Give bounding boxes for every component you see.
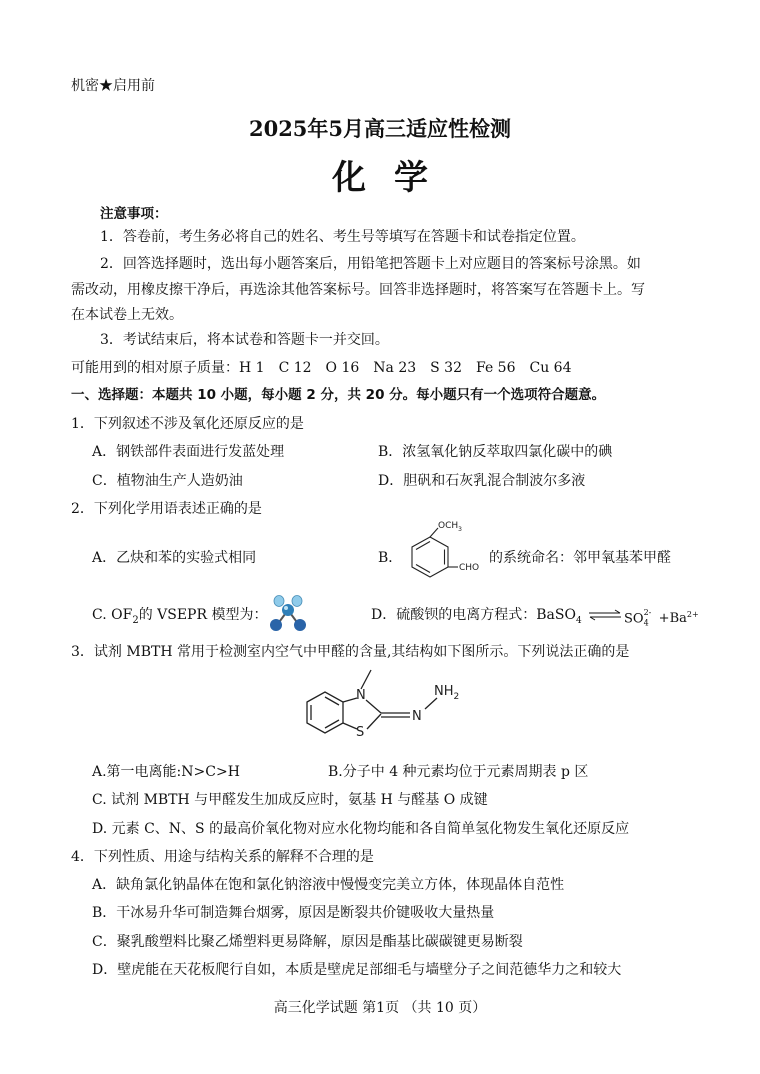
notes-heading: 注意事项： (100, 206, 168, 222)
q1-stem: 1．下列叙述不涉及氧化还原反应的是 (71, 416, 304, 432)
q2-option-d: D．硫酸钡的电离方程式：BaSO$_4$ (371, 607, 582, 626)
q3-option-c: C. 试剂 MBTH 与甲醛发生加成反应时，氨基 H 与醛基 O 成键 (92, 792, 488, 808)
subject-title: 化学 (332, 158, 456, 198)
q3-option-b: B.分子中 4 种元素均位于元素周期表 p 区 (328, 764, 589, 780)
q1-option-b: B．浓氢氧化钠反萃取四氯化碳中的碘 (378, 444, 613, 460)
q1-option-a: A．钢铁部件表面进行发蓝处理 (92, 444, 285, 460)
page-footer: 高三化学试题 第1页 （共 10 页） (273, 1000, 487, 1016)
vsepr-model-icon (268, 594, 308, 634)
methoxybenzaldehyde-structure (400, 520, 490, 585)
q2-option-a: A．乙炔和苯的实验式相同 (92, 550, 257, 566)
q2-stem: 2．下列化学用语表述正确的是 (71, 501, 262, 517)
q3-option-a: A.第一电离能:N>C>H (92, 764, 240, 780)
q4-stem: 4．下列性质、用途与结构关系的解释不合理的是 (71, 849, 374, 865)
mbth-structure (295, 665, 470, 760)
exam-title: 2025年5月高三适应性检测 (248, 116, 512, 141)
equilibrium-arrow (587, 609, 623, 621)
q3-stem: 3．试剂 MBTH 常用于检测室内空气中甲醛的含量,其结构如下图所示。下列说法正确的是 (71, 644, 630, 660)
notes-item-2-line-2: 需改动，用橡皮擦干净后，再选涂其他答案标号。回答非选择题时，将答案写在答题卡上。写 (71, 282, 645, 298)
q1-option-c: C．植物油生产人造奶油 (92, 473, 243, 489)
cho-label: CHO (459, 563, 480, 573)
q2-option-b-suffix: 的系统命名：邻甲氧基苯甲醛 (489, 550, 671, 566)
q3-option-d: D. 元素 C、N、S 的最高价氧化物对应水化物均能和各自简单氢化物发生氧化还原反应 (92, 821, 630, 837)
notes-item-2-line-1: 2．回答选择题时，选出每小题答案后，用铅笔把答题卡上对应题目的答案标号涂黑。如 (100, 256, 641, 272)
notes-item-3: 3．考试结束后，将本试卷和答题卡一并交回。 (100, 332, 389, 348)
q2-option-d-products: SO 2- $_4 +Ba^{2+}$ (624, 608, 699, 628)
q4-option-c: C．聚乳酸塑料比聚乙烯塑料更易降解，原因是酯基比碳碳键更易断裂 (92, 934, 523, 950)
notes-item-2-line-3: 在本试卷上无效。 (71, 307, 183, 323)
mbth-n-imine: N (412, 709, 422, 724)
q4-option-b: B．干冰易升华可制造舞台烟雾，原因是断裂共价键吸收大量热量 (92, 905, 495, 921)
q4-option-a: A．缺角氯化钠晶体在饱和氯化钠溶液中慢慢变完美立方体，体现晶体自范性 (92, 877, 565, 893)
mbth-s-ring: S (356, 725, 365, 740)
och3-label: $OCH_3$ (438, 521, 462, 533)
mbth-n-ring: N (356, 688, 366, 703)
q2-option-c: C. $OF_2$的 VSEPR 模型为： (92, 607, 268, 626)
section-1-heading: 一、选择题：本题共 10 小题，每小题 2 分，共 20 分。每小题只有一个选项符合题意。 (71, 387, 606, 403)
q2-option-b-prefix: B． (378, 550, 403, 566)
confidential-label: 机密★启用前 (71, 78, 155, 94)
q1-option-d: D．胆矾和石灰乳混合制波尔多液 (378, 473, 586, 489)
atomic-masses: 可能用到的相对原子质量：H 1 C 12 O 16 Na 23 S 32 Fe 56 Cu 64 (71, 360, 572, 376)
mbth-nh2: $NH_2$ (434, 684, 460, 702)
q4-option-d: D．壁虎能在天花板爬行自如，本质是壁虎足部细毛与墙壁分子之间范德华力之和较大 (92, 962, 622, 978)
notes-item-1: 1．答卷前，考生务必将自己的姓名、考生号等填写在答题卡和试卷指定位置。 (100, 229, 585, 245)
